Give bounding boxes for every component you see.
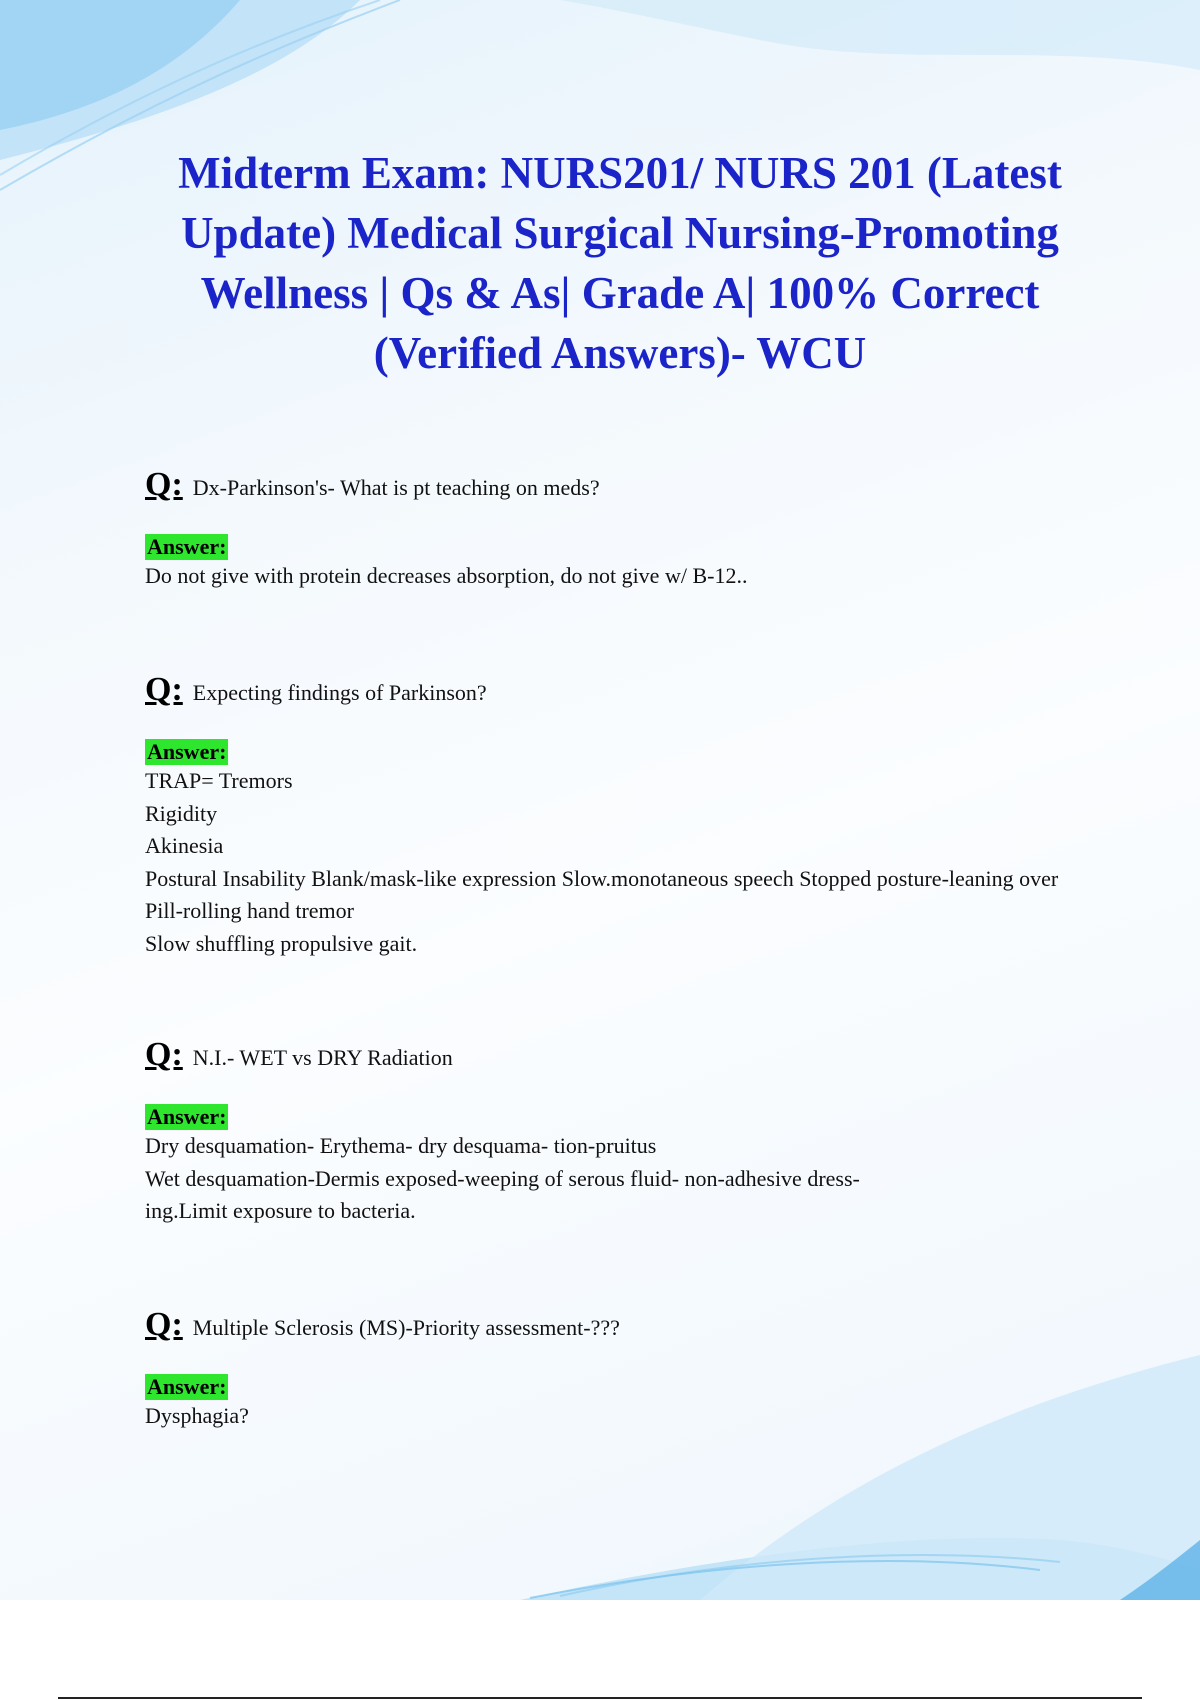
question-text: Expecting findings of Parkinson? (192, 680, 487, 705)
answer-label: Answer: (147, 1104, 227, 1129)
qa-item (145, 1035, 1065, 1228)
question-text: Dx-Parkinson's- What is pt teaching on meds? (192, 475, 600, 500)
page-divider (58, 1697, 1142, 1699)
answer-label: Answer: (147, 1374, 227, 1399)
question-label: Q: (145, 1306, 183, 1343)
answer-text: TRAP= Tremors Rigidity Akinesia Postural Insability Blank/mask-like expression Slow.monotaneous speech Stopped posture-leaning over Pill-rolling hand tremor Slow shuffling propulsive gait. (145, 768, 1059, 956)
document-title: Midterm Exam: NURS201/ NURS 201 (Latest Update) Medical Surgical Nursing-Promoting Wellness | Qs & As| Grade A| 100% Correct (Verified Answers)- WCU (178, 148, 1062, 378)
question-label: Q: (145, 466, 183, 503)
qa-item (145, 1305, 1065, 1433)
answer-text: Dry desquamation- Erythema- dry desquama- tion-pruitus Wet desquamation-Dermis exposed-weeping of serous fluid- non-adhesive dress- ing.Limit exposure to bacteria. (145, 1133, 860, 1223)
qa-item (145, 670, 1065, 960)
question-label: Q: (145, 671, 183, 708)
answer-text: Dysphagia? (145, 1403, 249, 1428)
answer-text: Do not give with protein decreases absorption, do not give w/ B-12.. (145, 563, 748, 588)
qa-item (145, 465, 1065, 593)
question-text: N.I.- WET vs DRY Radiation (192, 1045, 453, 1070)
question-text: Multiple Sclerosis (MS)-Priority assessment-??? (192, 1315, 620, 1340)
answer-label: Answer: (147, 534, 227, 559)
question-label: Q: (145, 1036, 183, 1073)
answer-label: Answer: (147, 739, 227, 764)
